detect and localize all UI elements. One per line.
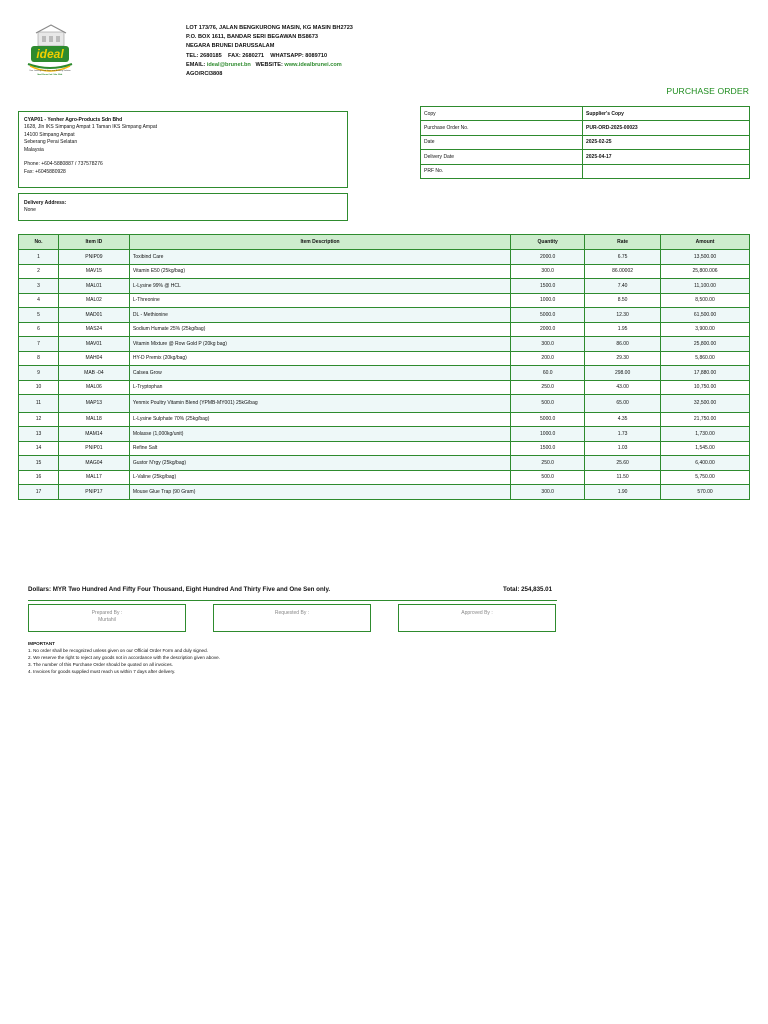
order-info-table — [420, 106, 750, 179]
item-id: MAL01 — [58, 279, 129, 294]
rate: 86.00 — [585, 337, 661, 352]
rate: 7.40 — [585, 279, 661, 294]
rate: 1.03 — [585, 441, 661, 456]
items-body — [19, 250, 750, 500]
item-id: MAV15 — [58, 264, 129, 279]
info-key: Date — [421, 135, 583, 149]
quantity: 200.0 — [511, 351, 585, 366]
item-id: MAL02 — [58, 293, 129, 308]
info-value — [583, 164, 750, 178]
quantity: 1000.0 — [511, 427, 585, 442]
rate: 4.35 — [585, 412, 661, 427]
amount: 8,500.00 — [661, 293, 750, 308]
supplier-phone: Phone: +604-5880887 / 737578276 — [24, 161, 103, 168]
table-row — [19, 395, 750, 413]
rate: 8.50 — [585, 293, 661, 308]
row-number: 8 — [19, 351, 59, 366]
table-row — [19, 279, 750, 294]
column-header: Quantity — [511, 235, 585, 250]
divider — [28, 600, 557, 601]
grand-total: Total: 254,835.01 — [503, 586, 553, 593]
rate: 29.30 — [585, 351, 661, 366]
column-header: Item ID — [58, 235, 129, 250]
item-id: PNIP09 — [58, 250, 129, 265]
item-description: HY-D Premix (20kg/bag) — [129, 351, 510, 366]
item-id: MAL17 — [58, 470, 129, 485]
table-row — [19, 250, 750, 265]
table-row — [19, 351, 750, 366]
row-number: 17 — [19, 485, 59, 500]
row-number: 7 — [19, 337, 59, 352]
delivery-box — [18, 193, 348, 221]
item-id: MAL18 — [58, 412, 129, 427]
important-note: 2. We reserve the right to reject any goods not in accordance with the description given above. — [28, 654, 220, 660]
item-id: PNIP01 — [58, 441, 129, 456]
table-row — [19, 366, 750, 381]
item-description: Yenmix Poultry Vitamin Blend (YPMB-MY001) 25kG/bag — [129, 395, 510, 413]
row-number: 13 — [19, 427, 59, 442]
quantity: 2000.0 — [511, 322, 585, 337]
amount: 570.00 — [661, 485, 750, 500]
item-description: Sodium Humate 25% (25kg/bag) — [129, 322, 510, 337]
item-id: MAV01 — [58, 337, 129, 352]
amount: 25,800.006 — [661, 264, 750, 279]
info-value: PUR-ORD-2025-00023 — [583, 121, 750, 135]
items-table — [18, 234, 750, 500]
company-country: NEGARA BRUNEI DARUSSALAM — [186, 43, 275, 50]
supplier-fax: Fax: +6045880928 — [24, 168, 66, 175]
table-row — [19, 456, 750, 471]
column-header: Amount — [661, 235, 750, 250]
important-note: 3. The number of this Purchase Order should be quoted on all invoices. — [28, 661, 173, 667]
rate: 25.60 — [585, 456, 661, 471]
approved-by-label: Approved By : — [461, 610, 493, 616]
item-description: Refine Salt — [129, 441, 510, 456]
item-id: MAM14 — [58, 427, 129, 442]
supplier-name: CYAP01 - Yenher Agro-Products Sdn Bhd — [24, 117, 123, 123]
info-value: 2025-04-17 — [583, 150, 750, 164]
important-title: IMPORTANT — [28, 641, 55, 646]
rate: 1.90 — [585, 485, 661, 500]
info-row — [421, 150, 750, 164]
amount: 5,750.00 — [661, 470, 750, 485]
quantity: 500.0 — [511, 470, 585, 485]
amount: 6,400.00 — [661, 456, 750, 471]
row-number: 1 — [19, 250, 59, 265]
amount: 32,500.00 — [661, 395, 750, 413]
delivery-label: Delivery Address: — [24, 200, 67, 206]
approved-by-box — [398, 604, 556, 632]
info-value: 2025-02-25 — [583, 135, 750, 149]
info-key: Purchase Order No. — [421, 121, 583, 135]
rate: 11.50 — [585, 470, 661, 485]
supplier-address-line: Seberang Perai Selatan — [24, 139, 78, 146]
column-header: Item Description — [129, 235, 510, 250]
rate: 65.00 — [585, 395, 661, 413]
item-id: MAS24 — [58, 322, 129, 337]
item-description: Molasse (1,000kg/unit) — [129, 427, 510, 442]
amount-in-words: Dollars: MYR Two Hundred And Fifty Four Thousand, Eight Hundred And Thirty Five and One Sen only. — [28, 586, 331, 593]
row-number: 4 — [19, 293, 59, 308]
amount: 11,100.00 — [661, 279, 750, 294]
items-header-row — [19, 235, 750, 250]
rate: 86.00002 — [585, 264, 661, 279]
amount: 1,730.00 — [661, 427, 750, 442]
info-key: PRF No. — [421, 164, 583, 178]
item-description: Vitamin Mixture @ Row Gold P (20kg bag) — [129, 337, 510, 352]
table-row — [19, 441, 750, 456]
item-description: Calsea Grow — [129, 366, 510, 381]
quantity: 300.0 — [511, 264, 585, 279]
table-row — [19, 380, 750, 395]
item-description: Vitamin E50 (25kg/bag) — [129, 264, 510, 279]
quantity: 2000.0 — [511, 250, 585, 265]
quantity: 5000.0 — [511, 412, 585, 427]
item-description: L-Threonine — [129, 293, 510, 308]
row-number: 15 — [19, 456, 59, 471]
row-number: 12 — [19, 412, 59, 427]
table-row — [19, 470, 750, 485]
quantity: 250.0 — [511, 456, 585, 471]
item-description: Mouse Glue Trap (90 Gram) — [129, 485, 510, 500]
table-row — [19, 412, 750, 427]
item-id: MAB -04 — [58, 366, 129, 381]
info-row — [421, 135, 750, 149]
quantity: 250.0 — [511, 380, 585, 395]
website-link[interactable]: www.idealbrunei.com — [284, 61, 342, 68]
rate: 1.73 — [585, 427, 661, 442]
item-id: MAD01 — [58, 308, 129, 323]
logo-subname: Ideal Brunei Ind. Sdn. Bhd. — [37, 74, 63, 76]
item-id: MAG04 — [58, 456, 129, 471]
item-description: L-Lysine Sulphate 70% (25kg/bag) — [129, 412, 510, 427]
company-phones: TEL: 2680185 FAX: 2680271 WHATSAPP: 8089710 — [186, 52, 328, 59]
prepared-by-name: Murtahil — [98, 617, 116, 623]
website-label: WEBSITE: — [255, 61, 283, 68]
table-row — [19, 264, 750, 279]
important-note: 1. No order shall be recognized unless given on our Official Order Form and duly signed. — [28, 647, 208, 653]
rate: 12.30 — [585, 308, 661, 323]
amount: 3,900.00 — [661, 322, 750, 337]
table-row — [19, 427, 750, 442]
requested-by-label: Requested By : — [274, 610, 310, 616]
info-value: Supplier's Copy — [583, 107, 750, 121]
info-row — [421, 121, 750, 135]
rate: 6.75 — [585, 250, 661, 265]
quantity: 60.0 — [511, 366, 585, 381]
company-ref: AGO/RCI3808 — [186, 71, 223, 78]
table-row — [19, 485, 750, 500]
item-id: MAH04 — [58, 351, 129, 366]
row-number: 9 — [19, 366, 59, 381]
amount: 25,800.00 — [661, 337, 750, 352]
rate: 298.00 — [585, 366, 661, 381]
email-link[interactable]: ideal@brunet.bn — [206, 61, 251, 68]
item-description: L-Valine (25kg/bag) — [129, 470, 510, 485]
row-number: 10 — [19, 380, 59, 395]
supplier-address-line: 14100 Simpang Ampat — [24, 131, 75, 138]
quantity: 1500.0 — [511, 279, 585, 294]
rate: 1.95 — [585, 322, 661, 337]
item-description: Toxibind Care — [129, 250, 510, 265]
amount: 61,500.00 — [661, 308, 750, 323]
row-number: 3 — [19, 279, 59, 294]
info-key: Copy — [421, 107, 583, 121]
column-header: Rate — [585, 235, 661, 250]
prepared-by-label: Prepared By : — [91, 610, 123, 616]
supplier-address-line: 1628, Jln IKS Simpang Ampat 1 Taman IKS Simpang Ampat — [24, 124, 158, 131]
row-number: 2 — [19, 264, 59, 279]
company-logo — [22, 22, 78, 78]
table-row — [19, 337, 750, 352]
quantity: 300.0 — [511, 337, 585, 352]
supplier-box — [18, 111, 348, 188]
item-description: Gustor N'rgy (25kg/bag) — [129, 456, 510, 471]
info-row — [421, 164, 750, 178]
requested-by-box — [213, 604, 371, 632]
row-number: 11 — [19, 395, 59, 413]
amount: 21,750.00 — [661, 412, 750, 427]
info-key: Delivery Date — [421, 150, 583, 164]
logo-tagline: Your Leading Feed Store and Building Solution — [29, 70, 71, 72]
quantity: 5000.0 — [511, 308, 585, 323]
row-number: 16 — [19, 470, 59, 485]
quantity: 1000.0 — [511, 293, 585, 308]
item-id: MAL06 — [58, 380, 129, 395]
email-label: EMAIL: — [186, 61, 206, 68]
page-title: PURCHASE ORDER — [666, 86, 749, 96]
important-notes — [28, 641, 220, 676]
item-id: PNIP17 — [58, 485, 129, 500]
item-id: MAP13 — [58, 395, 129, 413]
important-note: 4. Invoices for goods supplied must reach us within 7 days after delivery. — [28, 668, 176, 674]
row-number: 5 — [19, 308, 59, 323]
table-row — [19, 322, 750, 337]
rate: 43.00 — [585, 380, 661, 395]
quantity: 300.0 — [511, 485, 585, 500]
table-row — [19, 308, 750, 323]
row-number: 6 — [19, 322, 59, 337]
amount: 17,880.00 — [661, 366, 750, 381]
quantity: 500.0 — [511, 395, 585, 413]
amount: 1,545.00 — [661, 441, 750, 456]
info-row — [421, 107, 750, 121]
amount: 13,500.00 — [661, 250, 750, 265]
company-header — [186, 24, 353, 79]
company-address-line1: LOT 173/76, JALAN BENGKURONG MASIN, KG MASIN BH2723 — [186, 25, 353, 31]
table-row — [19, 293, 750, 308]
row-number: 14 — [19, 441, 59, 456]
item-description: L-Lysine 99% @ HCL — [129, 279, 510, 294]
item-description: L-Tryptophan — [129, 380, 510, 395]
company-contact — [186, 61, 353, 70]
amount: 5,860.00 — [661, 351, 750, 366]
company-address-line2: P.O. BOX 1611, BANDAR SERI BEGAWAN BS8673 — [186, 34, 319, 41]
delivery-value: None — [24, 207, 36, 214]
prepared-by-box — [28, 604, 186, 632]
supplier-address-line: Malaysia — [24, 146, 44, 153]
amount: 10,750.00 — [661, 380, 750, 395]
item-description: DL - Methionine — [129, 308, 510, 323]
logo-wordmark: ideal — [36, 47, 64, 61]
column-header: No. — [19, 235, 59, 250]
quantity: 1500.0 — [511, 441, 585, 456]
